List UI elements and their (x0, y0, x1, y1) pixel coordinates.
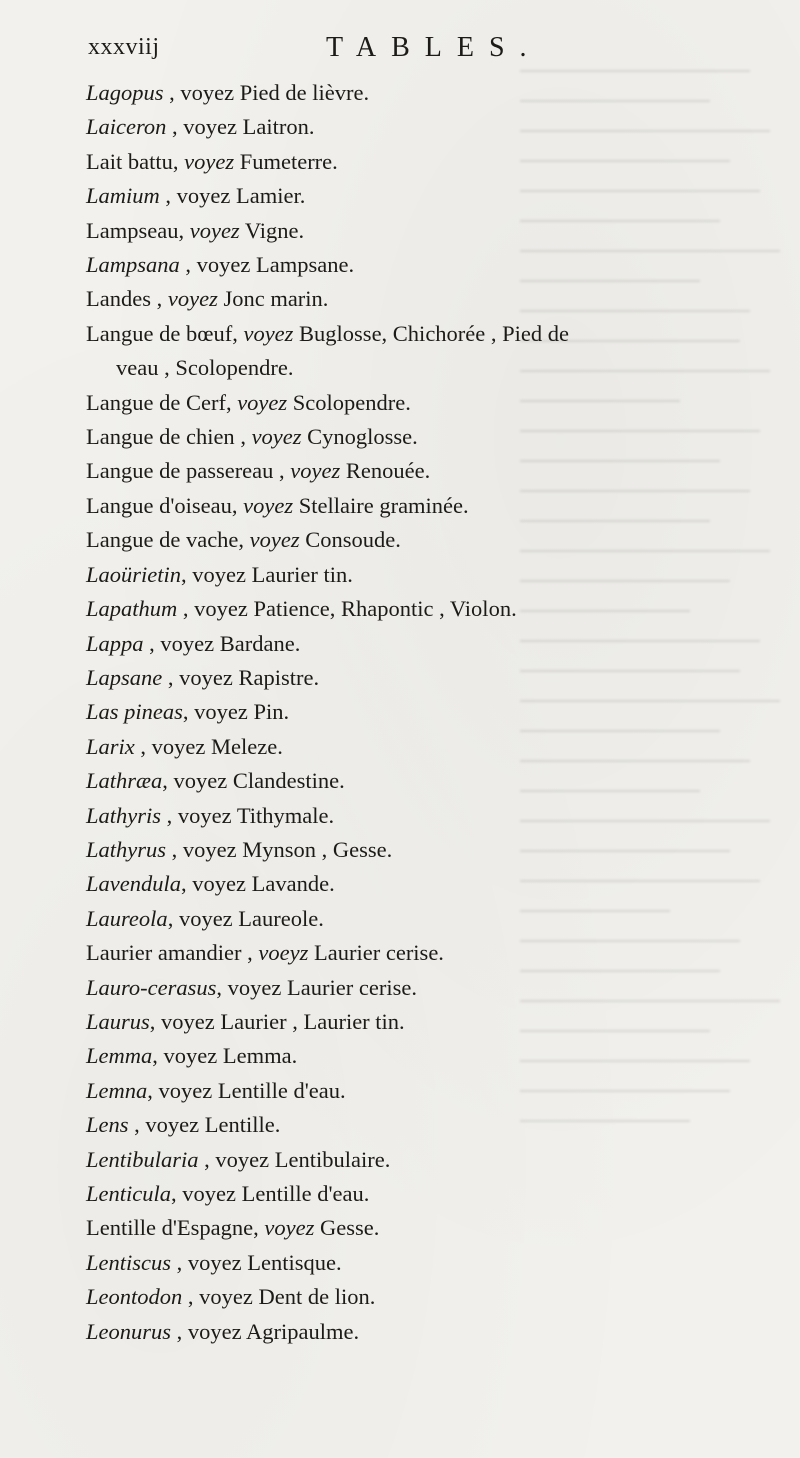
entry-term: Lauro-cerasus (86, 974, 217, 1000)
entry-separator: , (162, 664, 180, 690)
entry-separator: , (225, 389, 238, 415)
index-entry (86, 214, 786, 248)
entry-see-word: voyez (179, 664, 233, 690)
entry-term: Lentiscus (86, 1249, 172, 1275)
entry-see-word: voyez (192, 561, 246, 587)
entry-term: Lathyrus (86, 836, 167, 862)
entry-term: Lentibularia (86, 1146, 199, 1172)
index-entry (86, 523, 786, 557)
entry-separator: , (234, 424, 252, 450)
entry-target: Lentille. (199, 1112, 281, 1138)
entry-separator: , (163, 80, 181, 105)
entry-target: Lentille d'eau. (212, 1077, 346, 1103)
index-entry (86, 386, 786, 420)
index-entry (86, 1211, 786, 1245)
entry-see-word: voyez (227, 974, 282, 1000)
entry-see-word: voyez (184, 148, 235, 174)
entry-see-word: voyez (178, 905, 233, 931)
index-entry (86, 764, 786, 798)
entry-term: Lampsana (86, 252, 180, 278)
index-entry (86, 248, 786, 282)
entry-term: Lamium (86, 183, 160, 209)
entry-target: Gesse. (314, 1215, 380, 1241)
entry-term: Langue de chien (86, 424, 235, 450)
index-entry (86, 76, 786, 110)
entry-separator: , (232, 320, 244, 346)
entry-target: Cynoglosse. (301, 424, 418, 450)
entry-separator: , (273, 458, 291, 484)
index-entry (86, 1246, 786, 1280)
entry-see-word: voyez (163, 1043, 218, 1069)
entry-term: Langue de vache (86, 527, 239, 553)
index-entry (86, 110, 786, 144)
entry-target: Jonc marin. (217, 286, 329, 312)
index-entry (86, 799, 786, 833)
entry-separator: , (149, 1008, 162, 1034)
entry-see-word: voyez (182, 1181, 236, 1206)
entry-see-word: voyez (187, 1249, 242, 1275)
entry-see-word: voyez (196, 252, 251, 278)
page-header (88, 30, 760, 78)
entry-separator: , (181, 871, 193, 897)
entry-separator: , (161, 802, 178, 828)
entry-see-word: voyez (183, 114, 238, 140)
entry-see-word: voyez (177, 802, 232, 828)
index-entry (86, 1039, 786, 1073)
entry-term: Lathyris (86, 802, 162, 828)
entry-target: Renouée. (340, 458, 431, 484)
entry-see-word: voyez (158, 1077, 213, 1103)
entry-target: Laurier cerise. (308, 940, 444, 966)
entry-target: Lamier. (230, 183, 306, 209)
index-entry (86, 936, 786, 970)
entry-see-word: voyez (251, 424, 302, 450)
index-entry (86, 454, 786, 488)
entry-see-word: voyez (145, 1112, 200, 1138)
entry-separator: , (172, 148, 185, 174)
index-entry (86, 661, 786, 695)
index-entry (86, 867, 786, 901)
running-head: TABLES. (326, 32, 542, 63)
entry-term: Lagopus (86, 80, 164, 105)
entry-target: Scolopendre. (287, 389, 411, 415)
entry-separator: , (231, 492, 244, 518)
entry-see-word: voyez (290, 458, 341, 484)
index-entry (86, 1108, 786, 1142)
index-entries (86, 76, 786, 1349)
entry-separator: , (171, 1318, 188, 1344)
index-entry (86, 179, 786, 213)
entry-target: Fumeterre. (234, 148, 338, 174)
entry-target: Consoude. (299, 527, 401, 553)
entry-see-word: voyez (249, 527, 300, 553)
entry-see-word: voyez (180, 80, 235, 105)
entry-separator: , (166, 836, 183, 862)
entry-target: Lentibulaire. (269, 1146, 391, 1172)
entry-separator: , (238, 527, 250, 553)
entry-separator: , (253, 1215, 265, 1241)
entry-target: Laureole. (232, 905, 324, 931)
entry-see-word: voyez (194, 596, 248, 622)
entry-separator: , (181, 561, 193, 587)
index-entry (86, 833, 786, 867)
index-entry (86, 1005, 786, 1039)
entry-term: Langue de Cerf (86, 389, 226, 415)
index-entry (86, 902, 786, 936)
entry-separator: , (134, 733, 152, 759)
entry-separator: , (152, 1043, 164, 1069)
entry-see-word: voyez (161, 1008, 215, 1034)
entry-term: Lemma (86, 1043, 153, 1069)
index-entry (86, 1074, 786, 1108)
entry-term: Lenticula (86, 1181, 171, 1206)
entry-term: Langue de passereau (86, 458, 274, 484)
index-entry (86, 282, 786, 316)
entry-separator: , (159, 183, 177, 209)
entry-term: Laurier amandier (86, 940, 242, 966)
entry-continuation: veau , Scolopendre. (116, 355, 294, 381)
entry-separator: , (128, 1112, 146, 1138)
entry-see-word: voyez (176, 183, 231, 209)
entry-separator: , (216, 974, 228, 1000)
entry-term: Laoürietin (86, 561, 182, 587)
entry-term: Larix (86, 733, 135, 759)
entry-target: Lampsane. (250, 252, 355, 278)
entry-see-word: voyez (189, 217, 240, 243)
entry-target: Laurier , Laurier tin. (214, 1008, 405, 1034)
index-entry (86, 1143, 786, 1177)
entry-separator: , (177, 596, 195, 622)
entry-term: Lapathum (86, 596, 178, 622)
entry-target: Agripaulme. (241, 1318, 360, 1344)
index-entry (86, 1280, 786, 1314)
entry-separator: , (182, 1284, 200, 1310)
entry-see-word: voyez (192, 871, 246, 897)
entry-see-word: voyez (199, 1284, 253, 1310)
entry-target: Pied de lièvre. (234, 80, 370, 105)
entry-see-word: voyez (215, 1146, 270, 1172)
entry-target: Buglosse, Chichorée , Pied de (293, 320, 570, 346)
entry-separator: , (150, 286, 168, 312)
index-entry (86, 1315, 786, 1349)
entry-target: Bardane. (214, 630, 301, 656)
entry-target: Vigne. (239, 217, 305, 243)
index-entry (86, 627, 786, 661)
entry-see-word: voyez (167, 286, 218, 312)
page-number: xxxviij (88, 34, 160, 60)
entry-target: Clandestine. (227, 768, 345, 794)
entry-target: Lemma. (217, 1043, 298, 1069)
entry-see-word: voyez (243, 492, 294, 518)
entry-term: Lappa (86, 630, 144, 656)
entry-target: Rapistre. (232, 664, 320, 690)
entry-term: Lapsane (86, 664, 163, 690)
entry-see-word: voyez (237, 389, 288, 415)
entry-target: Lavande. (245, 871, 335, 897)
index-entry (86, 420, 786, 454)
entry-term: Lait battu (86, 148, 173, 174)
index-entry (86, 592, 786, 626)
entry-separator: , (171, 1181, 183, 1206)
entry-term: Lentille d'Espagne (86, 1215, 254, 1241)
entry-term: Leonurus (86, 1318, 172, 1344)
entry-term: Langue d'oiseau (86, 492, 232, 518)
entry-term: Laureola (86, 905, 168, 931)
entry-target: Meleze. (205, 733, 283, 759)
entry-term: Langue de bœuf (86, 320, 233, 346)
entry-term: Laurus (86, 1008, 150, 1034)
entry-term: Landes (86, 286, 151, 312)
index-entry (86, 145, 786, 179)
entry-see-word: voyez (264, 1215, 315, 1241)
entry-term: Lampseau (86, 217, 179, 243)
index-entry (86, 558, 786, 592)
entry-term: Lens (86, 1112, 129, 1138)
entry-target: Laitron. (237, 114, 315, 140)
entry-separator: , (167, 905, 179, 931)
entry-target: Dent de lion. (252, 1284, 376, 1310)
entry-target: Stellaire graminée. (293, 492, 469, 518)
entry-separator: , (178, 217, 190, 243)
entry-target: Tithymale. (231, 802, 335, 828)
entry-term: Laiceron (86, 114, 167, 140)
index-entry (86, 695, 786, 729)
entry-see-word: voyez (160, 630, 215, 656)
index-entry (86, 971, 786, 1005)
index-entry (86, 317, 786, 386)
entry-separator: , (143, 630, 161, 656)
entry-term: Lavendula (86, 871, 181, 897)
entry-separator: , (171, 1249, 188, 1275)
entry-target: Mynson , Gesse. (236, 836, 393, 862)
entry-separator: , (179, 252, 197, 278)
entry-see-word: voyez (173, 768, 228, 794)
entry-target: Lentisque. (241, 1249, 342, 1275)
entry-see-word: voeyz (258, 940, 309, 966)
entry-target: Patience, Rhapontic , Violon. (247, 596, 517, 622)
index-entry (86, 1177, 786, 1211)
entry-separator: , (147, 1077, 159, 1103)
entry-target: Pin. (247, 699, 290, 725)
entry-see-word: voyez (194, 699, 248, 725)
entry-target: Laurier cerise. (281, 974, 417, 1000)
entry-target: Lentille d'eau. (235, 1181, 370, 1206)
entry-term: Leontodon (86, 1284, 183, 1310)
index-entry (86, 730, 786, 764)
entry-target: Laurier tin. (246, 561, 353, 587)
entry-see-word: voyez (187, 1318, 242, 1344)
entry-term: Las pineas (86, 699, 183, 725)
entry-separator: , (241, 940, 259, 966)
entry-separator: , (166, 114, 184, 140)
entry-see-word: voyez (182, 836, 237, 862)
entry-term: Lemna (86, 1077, 148, 1103)
entry-separator: , (198, 1146, 216, 1172)
entry-separator: , (182, 699, 195, 725)
index-entry (86, 489, 786, 523)
entry-see-word: voyez (243, 320, 294, 346)
entry-separator: , (162, 768, 174, 794)
entry-term: Lathræa (86, 768, 163, 794)
entry-see-word: voyez (151, 733, 206, 759)
